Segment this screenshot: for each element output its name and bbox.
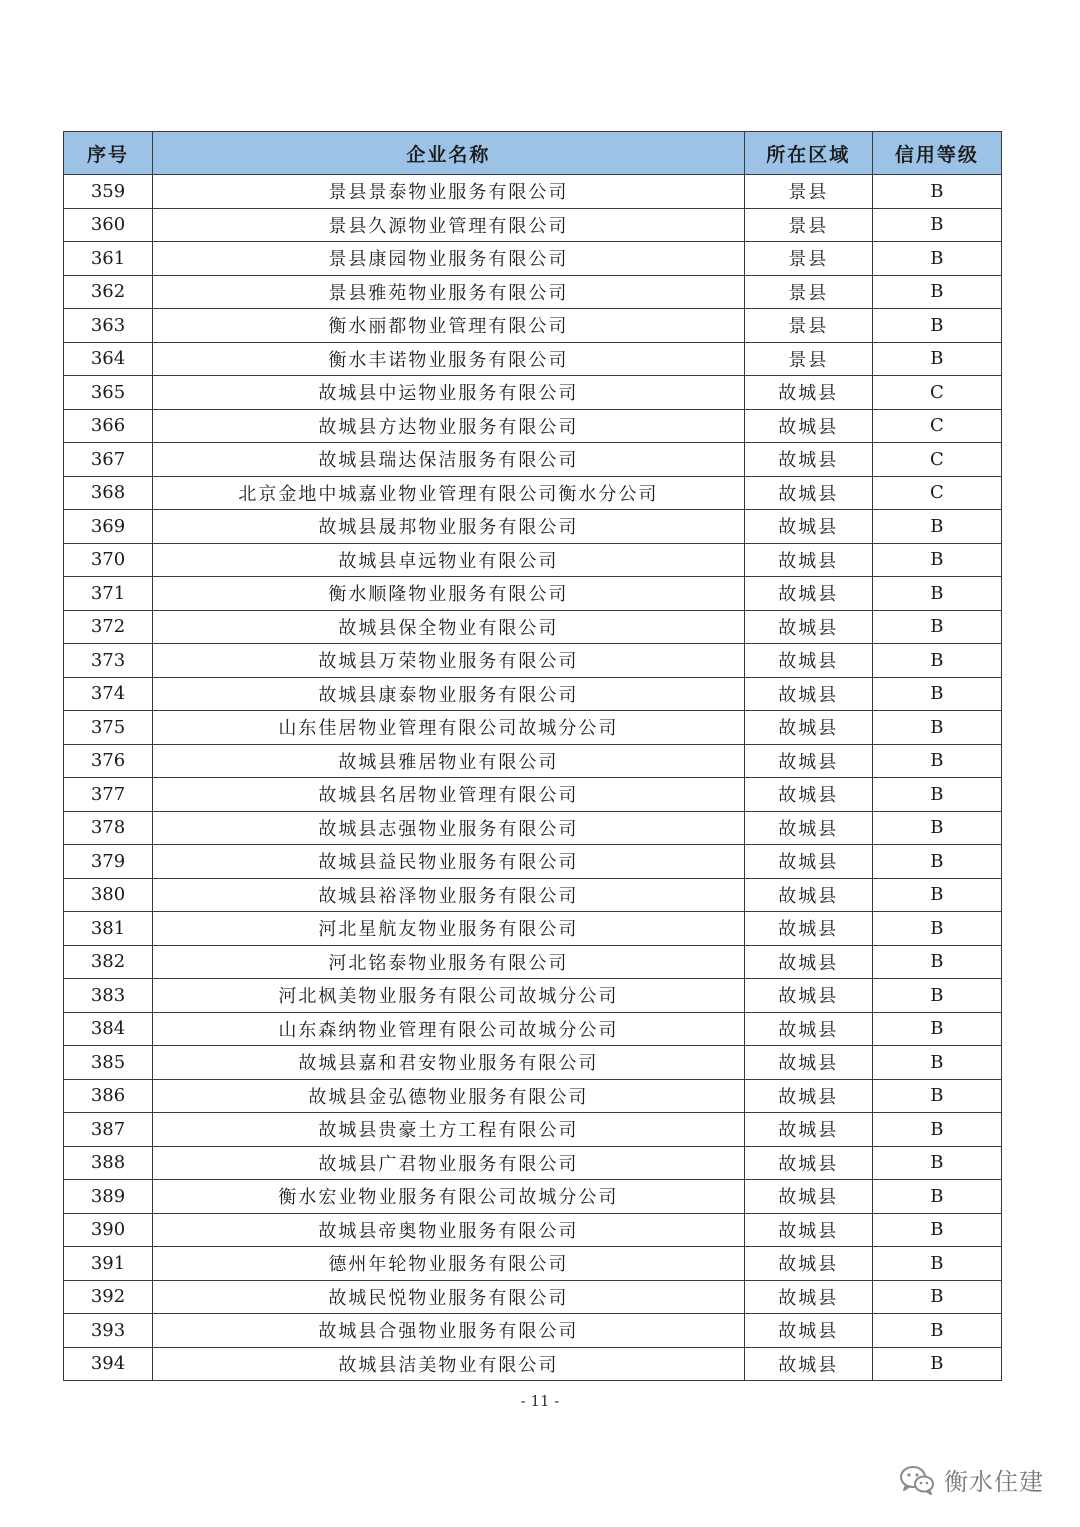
cell-seq: 375 <box>64 711 153 745</box>
cell-credit-grade: B <box>872 208 1001 242</box>
cell-seq: 384 <box>64 1012 153 1046</box>
cell-seq: 378 <box>64 811 153 845</box>
cell-region: 故城县 <box>744 1180 872 1214</box>
table-row <box>64 1012 1002 1046</box>
cell-region: 故城县 <box>744 744 872 778</box>
cell-credit-grade: B <box>872 811 1001 845</box>
table-row <box>64 476 1002 510</box>
cell-company-name: 故城县万荣物业服务有限公司 <box>153 644 745 678</box>
cell-credit-grade: C <box>872 376 1001 410</box>
cell-region: 故城县 <box>744 711 872 745</box>
table-row <box>64 443 1002 477</box>
table-row <box>64 811 1002 845</box>
table-row <box>64 510 1002 544</box>
cell-region: 故城县 <box>744 1146 872 1180</box>
cell-seq: 372 <box>64 610 153 644</box>
cell-company-name: 景县康园物业服务有限公司 <box>153 242 745 276</box>
cell-seq: 374 <box>64 677 153 711</box>
cell-company-name: 景县雅苑物业服务有限公司 <box>153 275 745 309</box>
header-seq: 序号 <box>64 132 153 175</box>
cell-company-name: 故城县保全物业有限公司 <box>153 610 745 644</box>
cell-region: 故城县 <box>744 912 872 946</box>
table-row <box>64 677 1002 711</box>
cell-credit-grade: B <box>872 1180 1001 1214</box>
table-row <box>64 376 1002 410</box>
credit-rating-table <box>63 131 1002 1381</box>
cell-company-name: 故城县方达物业服务有限公司 <box>153 409 745 443</box>
cell-region: 故城县 <box>744 1012 872 1046</box>
cell-seq: 373 <box>64 644 153 678</box>
cell-company-name: 故城民悦物业服务有限公司 <box>153 1280 745 1314</box>
table-row <box>64 543 1002 577</box>
cell-region: 故城县 <box>744 778 872 812</box>
cell-credit-grade: B <box>872 510 1001 544</box>
cell-credit-grade: B <box>872 275 1001 309</box>
cell-company-name: 北京金地中城嘉业物业管理有限公司衡水分公司 <box>153 476 745 510</box>
cell-company-name: 山东森纳物业管理有限公司故城分公司 <box>153 1012 745 1046</box>
cell-region: 景县 <box>744 309 872 343</box>
cell-region: 景县 <box>744 342 872 376</box>
cell-region: 故城县 <box>744 443 872 477</box>
table-row <box>64 610 1002 644</box>
cell-credit-grade: B <box>872 1146 1001 1180</box>
cell-region: 故城县 <box>744 1113 872 1147</box>
table-row <box>64 409 1002 443</box>
watermark <box>898 1462 1044 1497</box>
cell-company-name: 故城县金弘德物业服务有限公司 <box>153 1079 745 1113</box>
cell-credit-grade: B <box>872 577 1001 611</box>
cell-company-name: 故城县晟邦物业服务有限公司 <box>153 510 745 544</box>
cell-company-name: 故城县瑞达保洁服务有限公司 <box>153 443 745 477</box>
cell-credit-grade: B <box>872 1247 1001 1281</box>
table-row <box>64 342 1002 376</box>
cell-seq: 371 <box>64 577 153 611</box>
cell-credit-grade: C <box>872 476 1001 510</box>
table-row <box>64 1280 1002 1314</box>
table-row <box>64 711 1002 745</box>
cell-seq: 360 <box>64 208 153 242</box>
table-row <box>64 577 1002 611</box>
cell-seq: 393 <box>64 1314 153 1348</box>
table-row <box>64 845 1002 879</box>
cell-seq: 365 <box>64 376 153 410</box>
cell-credit-grade: C <box>872 409 1001 443</box>
cell-credit-grade: B <box>872 644 1001 678</box>
cell-company-name: 衡水宏业物业服务有限公司故城分公司 <box>153 1180 745 1214</box>
table-row <box>64 1146 1002 1180</box>
cell-company-name: 景县景泰物业服务有限公司 <box>153 175 745 209</box>
table-row <box>64 1180 1002 1214</box>
cell-credit-grade: B <box>872 744 1001 778</box>
cell-company-name: 衡水顺隆物业服务有限公司 <box>153 577 745 611</box>
cell-seq: 364 <box>64 342 153 376</box>
cell-region: 故城县 <box>744 1213 872 1247</box>
cell-company-name: 山东佳居物业管理有限公司故城分公司 <box>153 711 745 745</box>
cell-region: 故城县 <box>744 945 872 979</box>
cell-region: 故城县 <box>744 1046 872 1080</box>
cell-company-name: 故城县名居物业管理有限公司 <box>153 778 745 812</box>
table-row <box>64 309 1002 343</box>
cell-region: 景县 <box>744 242 872 276</box>
cell-region: 故城县 <box>744 1079 872 1113</box>
table-row <box>64 1347 1002 1381</box>
cell-seq: 366 <box>64 409 153 443</box>
cell-credit-grade: B <box>872 677 1001 711</box>
cell-company-name: 德州年轮物业服务有限公司 <box>153 1247 745 1281</box>
cell-region: 景县 <box>744 208 872 242</box>
table-row <box>64 1247 1002 1281</box>
cell-region: 故城县 <box>744 577 872 611</box>
cell-company-name: 故城县中运物业服务有限公司 <box>153 376 745 410</box>
cell-seq: 385 <box>64 1046 153 1080</box>
cell-region: 故城县 <box>744 1314 872 1348</box>
page-number: - 11 - <box>520 1392 560 1410</box>
table-row <box>64 1213 1002 1247</box>
cell-region: 故城县 <box>744 677 872 711</box>
cell-company-name: 故城县雅居物业有限公司 <box>153 744 745 778</box>
cell-company-name: 河北枫美物业服务有限公司故城分公司 <box>153 979 745 1013</box>
table-header-row <box>64 132 1002 175</box>
cell-credit-grade: B <box>872 1347 1001 1381</box>
cell-company-name: 河北铭泰物业服务有限公司 <box>153 945 745 979</box>
cell-seq: 370 <box>64 543 153 577</box>
cell-region: 故城县 <box>744 1280 872 1314</box>
cell-credit-grade: B <box>872 1113 1001 1147</box>
cell-seq: 382 <box>64 945 153 979</box>
header-region: 所在区域 <box>744 132 872 175</box>
cell-credit-grade: B <box>872 175 1001 209</box>
table-row <box>64 979 1002 1013</box>
cell-company-name: 衡水丽都物业管理有限公司 <box>153 309 745 343</box>
table-row <box>64 878 1002 912</box>
cell-credit-grade: B <box>872 1314 1001 1348</box>
cell-credit-grade: B <box>872 845 1001 879</box>
cell-seq: 369 <box>64 510 153 544</box>
cell-region: 故城县 <box>744 1247 872 1281</box>
cell-seq: 368 <box>64 476 153 510</box>
cell-region: 故城县 <box>744 811 872 845</box>
table-row <box>64 1079 1002 1113</box>
cell-company-name: 故城县康泰物业服务有限公司 <box>153 677 745 711</box>
cell-seq: 388 <box>64 1146 153 1180</box>
table-row <box>64 208 1002 242</box>
header-company-name: 企业名称 <box>153 132 745 175</box>
cell-credit-grade: B <box>872 1012 1001 1046</box>
cell-region: 景县 <box>744 275 872 309</box>
cell-region: 故城县 <box>744 878 872 912</box>
cell-company-name: 故城县益民物业服务有限公司 <box>153 845 745 879</box>
cell-company-name: 故城县志强物业服务有限公司 <box>153 811 745 845</box>
cell-seq: 377 <box>64 778 153 812</box>
cell-credit-grade: B <box>872 342 1001 376</box>
header-credit-grade: 信用等级 <box>872 132 1001 175</box>
cell-region: 故城县 <box>744 476 872 510</box>
cell-company-name: 故城县卓远物业有限公司 <box>153 543 745 577</box>
cell-company-name: 故城县合强物业服务有限公司 <box>153 1314 745 1348</box>
table-row <box>64 744 1002 778</box>
table-row <box>64 1113 1002 1147</box>
cell-credit-grade: B <box>872 1280 1001 1314</box>
cell-region: 故城县 <box>744 510 872 544</box>
cell-seq: 379 <box>64 845 153 879</box>
cell-region: 景县 <box>744 175 872 209</box>
cell-company-name: 故城县洁美物业有限公司 <box>153 1347 745 1381</box>
cell-credit-grade: B <box>872 979 1001 1013</box>
cell-company-name: 故城县嘉和君安物业服务有限公司 <box>153 1046 745 1080</box>
cell-credit-grade: B <box>872 1046 1001 1080</box>
cell-seq: 381 <box>64 912 153 946</box>
cell-credit-grade: B <box>872 242 1001 276</box>
cell-credit-grade: B <box>872 711 1001 745</box>
cell-company-name: 景县久源物业管理有限公司 <box>153 208 745 242</box>
cell-seq: 383 <box>64 979 153 1013</box>
cell-region: 故城县 <box>744 979 872 1013</box>
cell-credit-grade: B <box>872 912 1001 946</box>
cell-seq: 380 <box>64 878 153 912</box>
cell-region: 故城县 <box>744 409 872 443</box>
table-row <box>64 945 1002 979</box>
cell-company-name: 故城县广君物业服务有限公司 <box>153 1146 745 1180</box>
table-row <box>64 242 1002 276</box>
cell-credit-grade: B <box>872 1213 1001 1247</box>
cell-region: 故城县 <box>744 543 872 577</box>
cell-credit-grade: B <box>872 778 1001 812</box>
table-row <box>64 175 1002 209</box>
cell-seq: 363 <box>64 309 153 343</box>
cell-credit-grade: B <box>872 1079 1001 1113</box>
cell-credit-grade: B <box>872 543 1001 577</box>
cell-region: 故城县 <box>744 644 872 678</box>
cell-credit-grade: B <box>872 945 1001 979</box>
wechat-icon <box>898 1464 936 1496</box>
table-row <box>64 275 1002 309</box>
cell-credit-grade: C <box>872 443 1001 477</box>
cell-credit-grade: B <box>872 878 1001 912</box>
cell-seq: 367 <box>64 443 153 477</box>
cell-seq: 359 <box>64 175 153 209</box>
cell-seq: 387 <box>64 1113 153 1147</box>
cell-credit-grade: B <box>872 610 1001 644</box>
table-body <box>64 175 1002 1381</box>
cell-region: 故城县 <box>744 1347 872 1381</box>
cell-credit-grade: B <box>872 309 1001 343</box>
cell-company-name: 故城县裕泽物业服务有限公司 <box>153 878 745 912</box>
cell-seq: 362 <box>64 275 153 309</box>
cell-region: 故城县 <box>744 376 872 410</box>
cell-company-name: 故城县贵豪土方工程有限公司 <box>153 1113 745 1147</box>
cell-seq: 389 <box>64 1180 153 1214</box>
table-row <box>64 644 1002 678</box>
cell-company-name: 衡水丰诺物业服务有限公司 <box>153 342 745 376</box>
cell-seq: 391 <box>64 1247 153 1281</box>
cell-company-name: 故城县帝奥物业服务有限公司 <box>153 1213 745 1247</box>
cell-seq: 390 <box>64 1213 153 1247</box>
table-row <box>64 778 1002 812</box>
table-row <box>64 1314 1002 1348</box>
cell-region: 故城县 <box>744 845 872 879</box>
cell-region: 故城县 <box>744 610 872 644</box>
watermark-text: 衡水住建 <box>944 1468 1044 1496</box>
cell-seq: 386 <box>64 1079 153 1113</box>
cell-seq: 394 <box>64 1347 153 1381</box>
cell-seq: 376 <box>64 744 153 778</box>
cell-seq: 361 <box>64 242 153 276</box>
table-row <box>64 912 1002 946</box>
cell-seq: 392 <box>64 1280 153 1314</box>
table-row <box>64 1046 1002 1080</box>
cell-company-name: 河北星航友物业服务有限公司 <box>153 912 745 946</box>
